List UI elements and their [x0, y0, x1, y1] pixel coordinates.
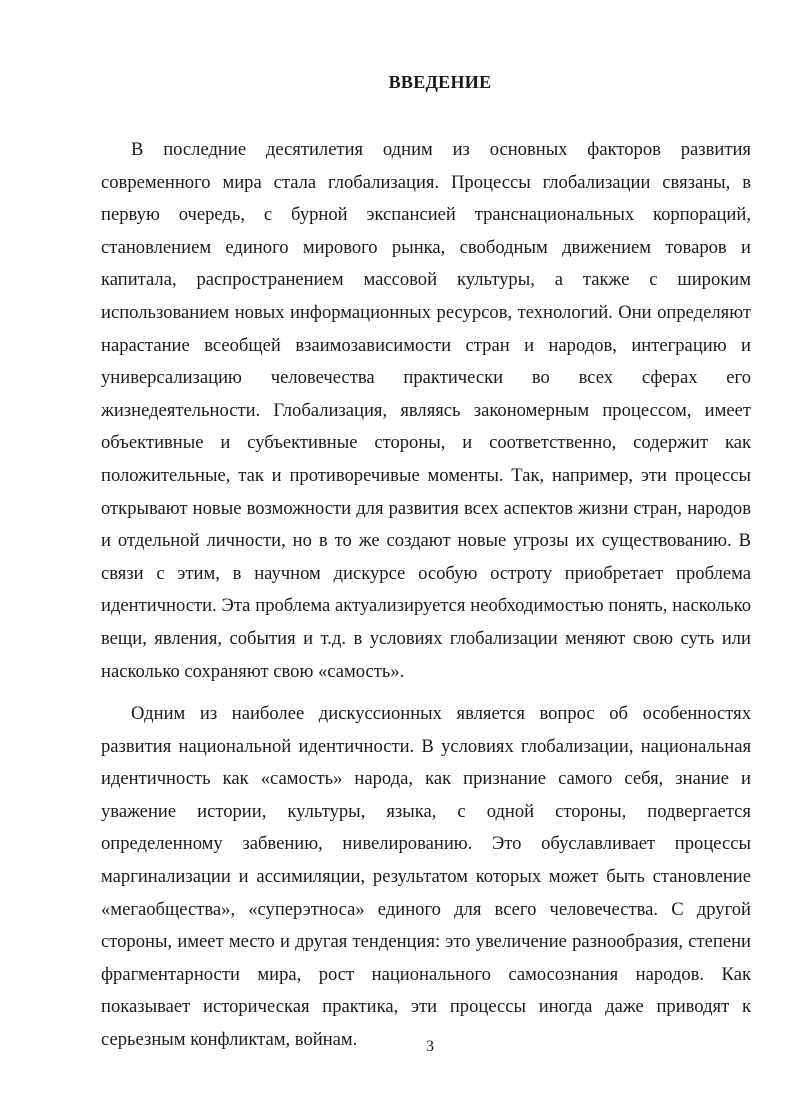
page-title: ВВЕДЕНИЕ: [388, 72, 492, 92]
paragraph-globalization: В последние десятилетия одним из основных факторов развития современного мира стала глобализация. Процессы глобализации связаны, в первую очередь, с бурной экспансией транснациональных корпораций, становлением единого мирового рынка, свободным движением товаров и капитала, распространением массовой культуры, а также с широким использованием новых информационных ресурсов, технологий. Они определяют нарастание всеобщей взаимозависимости стран и народов, интеграцию и универсализацию человечества практически во всех сферах его жизнедеятельности. Глобализация, являясь закономерным процессом, имеет объективные и субъективные стороны, и соответственно, содержит как положительные, так и противоречивые моменты. Так, например, эти процессы открывают новые возможности для развития всех аспектов жизни стран, народов и отдельной личности, но в то же создают новые угрозы их существованию. В связи с этим, в научном дискурсе особую остроту приобретает проблема идентичности. Эта проблема актуализируется необходимостью понять, насколько вещи, явления, события и т.д. в условиях глобализации меняют свою суть или насколько сохраняют свою «самость».: [101, 139, 751, 682]
body-text: [101, 134, 751, 1057]
paragraph-national-identity: Одним из наиболее дискуссионных является вопрос об особенностях развития национальной идентичности. В условиях глобализации, национальная идентичность как «самость» народа, как признание самого себя, знание и уважение истории, культуры, языка, с одной стороны, подвергается определенному забвению, нивелированию. Это обуславливает процессы маргинализации и ассимиляции, результатом которых может быть становление «мегаобщества», «суперэтноса» единого для всего человечества. С другой стороны, имеет место и другая тенденция: это увеличение разнообразия, степени фрагментарности мира, рост национального самосознания народов. Как показывает историческая практика, эти процессы иногда даже приводят к серьезным конфликтам, войнам.: [101, 703, 751, 1051]
page-number: 3: [426, 1038, 434, 1055]
